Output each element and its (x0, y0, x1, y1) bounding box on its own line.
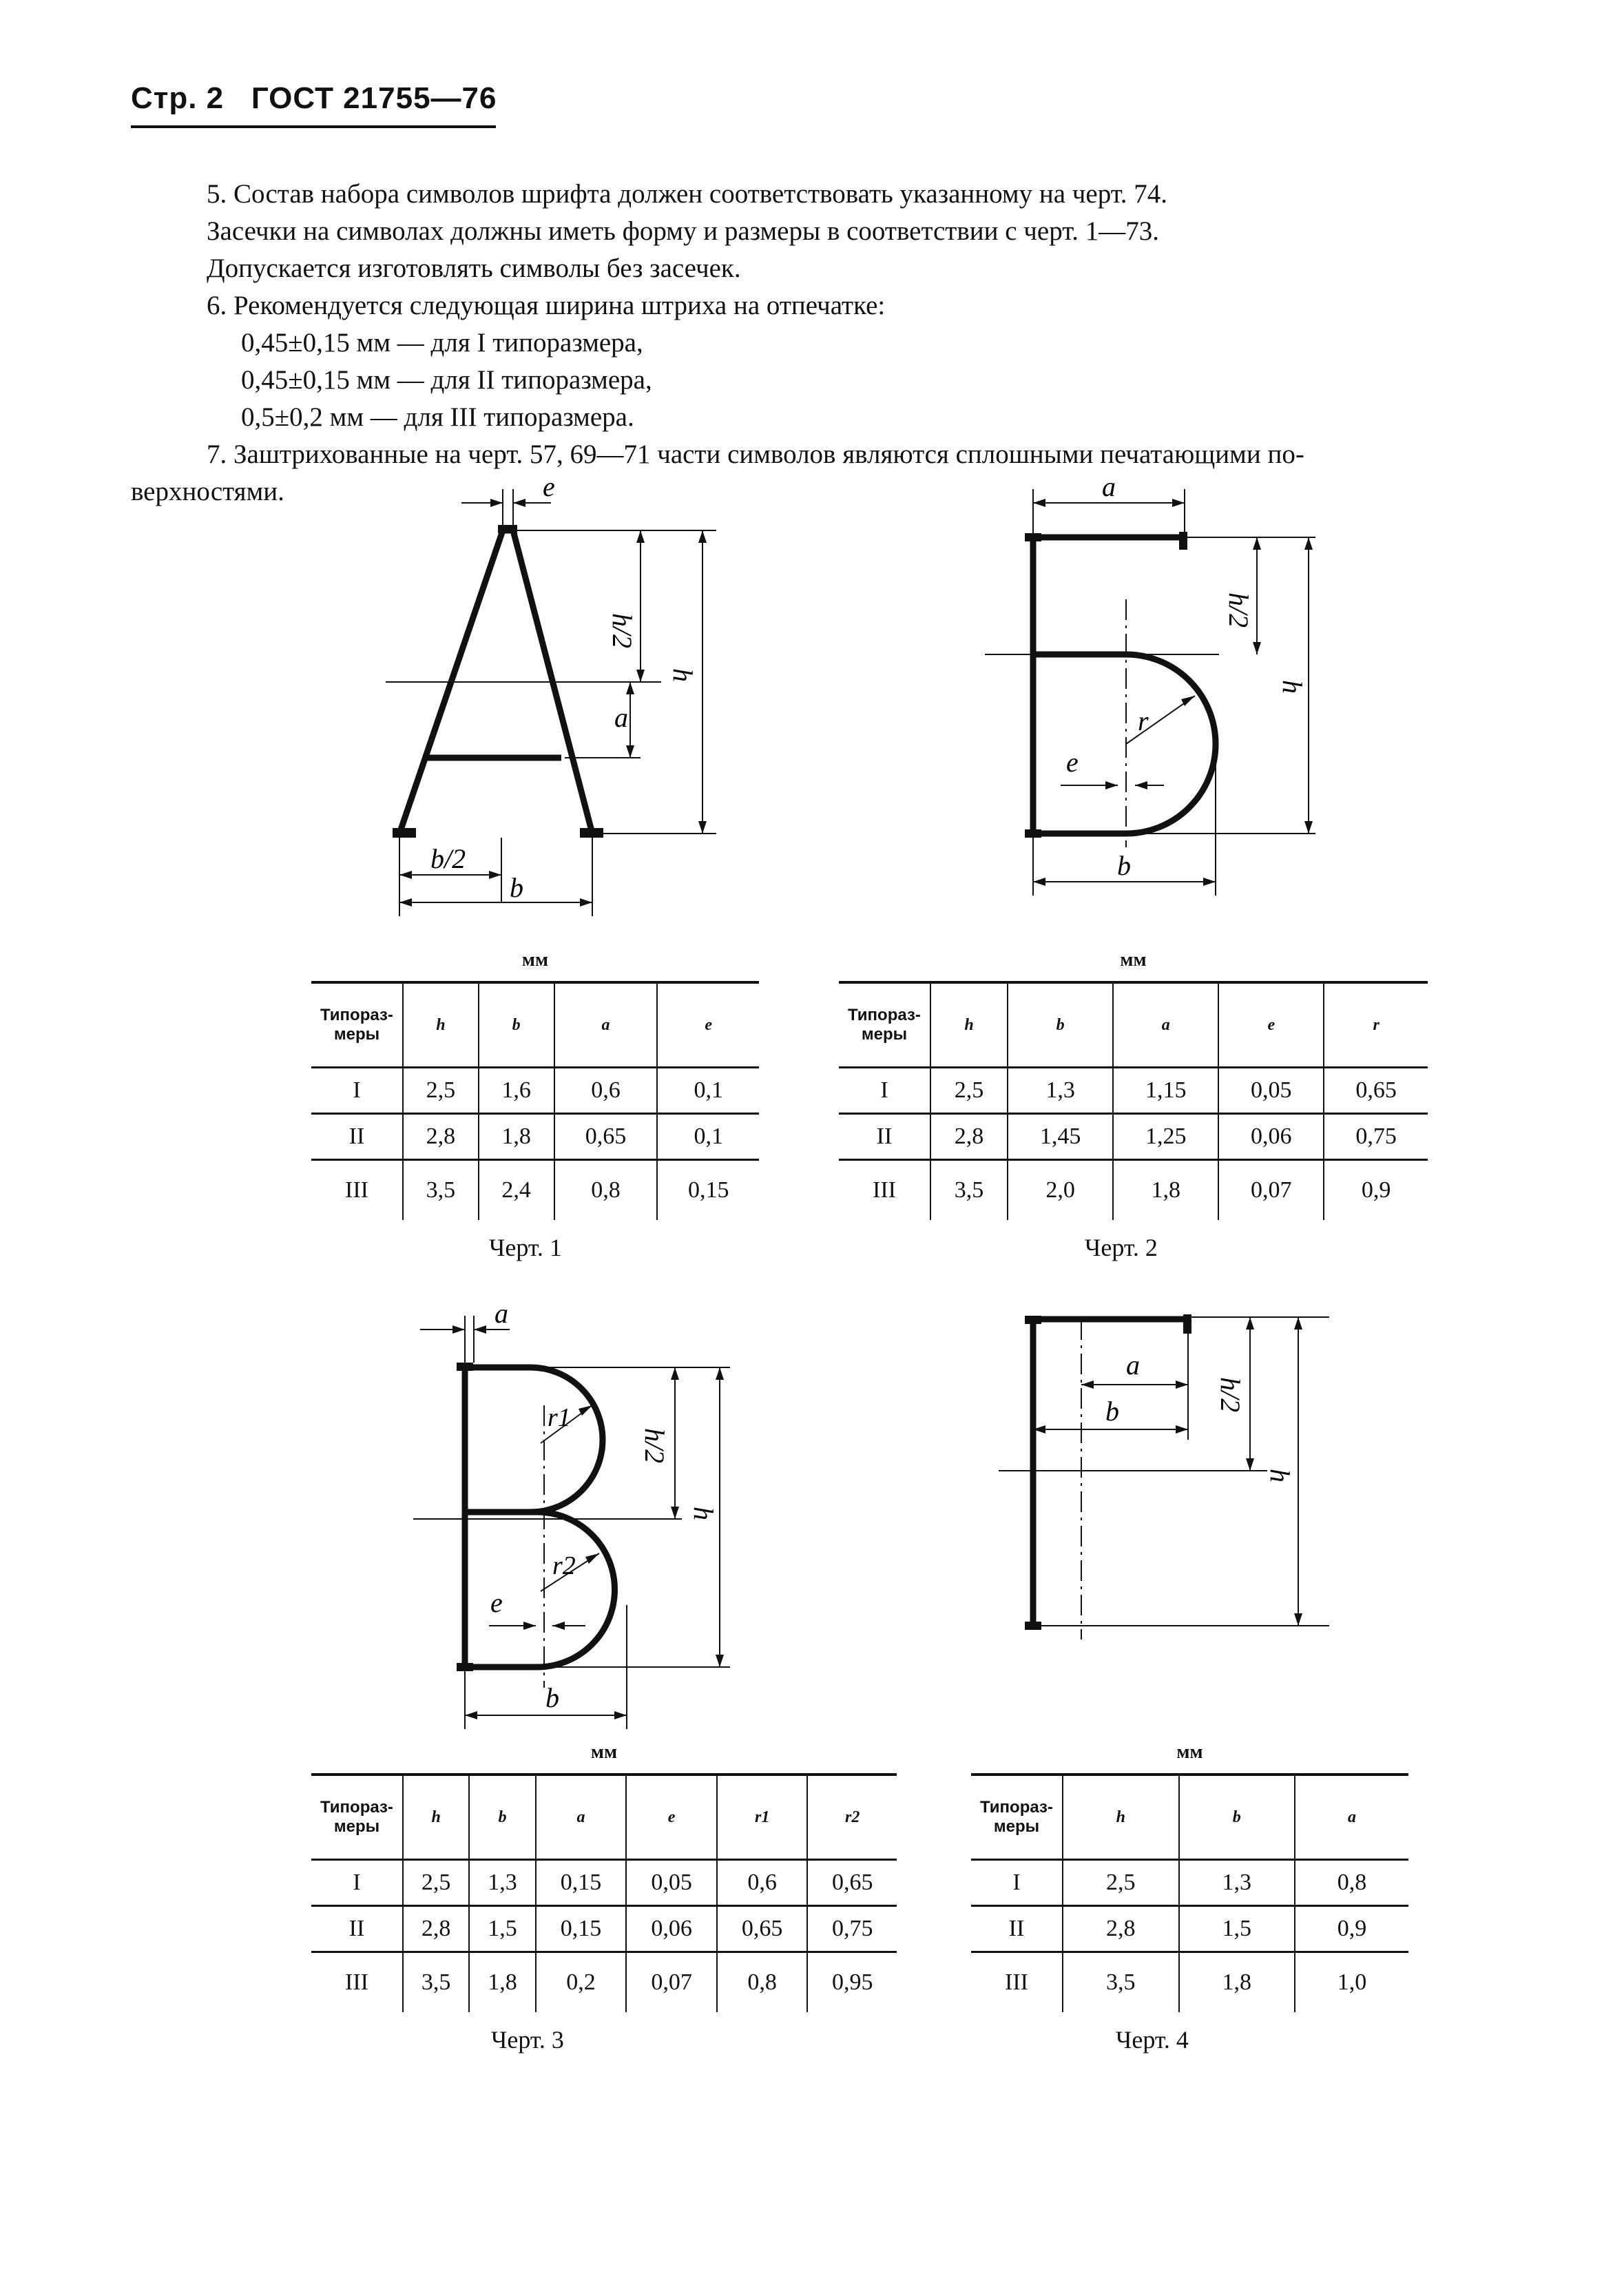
size-class-cell: I (971, 1860, 1063, 1906)
column-header: Типораз- меры (311, 982, 403, 1068)
value-cell: 0,65 (717, 1906, 808, 1952)
table-unit: мм (1120, 949, 1147, 971)
value-cell: 0,65 (807, 1860, 897, 1906)
figure-caption-4: Черт. 4 (1116, 2026, 1189, 2054)
size-class-cell: II (839, 1114, 930, 1160)
table-1 (311, 949, 759, 1220)
paragraph-line: 0,45±0,15 мм — для I типоразмера, (241, 328, 643, 358)
column-header: r (1324, 982, 1428, 1068)
value-cell: 1,5 (469, 1906, 535, 1952)
value-cell: 0,05 (1218, 1068, 1324, 1114)
value-cell: 1,25 (1113, 1114, 1218, 1160)
paragraph-line: 5. Состав набора символов шрифта должен соответствовать указанному на черт. 74. (207, 179, 1168, 209)
table-row (839, 1160, 1428, 1221)
table-unit: мм (590, 1741, 618, 1763)
size-class-cell: III (345, 1177, 368, 1203)
value-cell: 0,15 (657, 1160, 759, 1221)
value-cell: 2,5 (403, 1860, 469, 1906)
column-header: r1 (717, 1775, 808, 1860)
table-row (839, 1114, 1428, 1160)
paragraph-line: 6. Рекомендуется следующая ширина штриха на отпечатке: (207, 291, 886, 320)
dim-label-e: e (490, 1587, 503, 1618)
dim-label-a: a (1102, 475, 1116, 502)
value-cell: 1,8 (1179, 1952, 1295, 2013)
page-header (131, 81, 497, 116)
dim-label-h-half: h/2 (639, 1428, 670, 1464)
dim-label-h-half: h/2 (1215, 1377, 1246, 1413)
value-cell: 2,5 (930, 1068, 1008, 1114)
value-cell: 0,8 (717, 1952, 808, 2013)
column-header: a (536, 1775, 627, 1860)
table-row (311, 1114, 759, 1160)
value-cell: 1,3 (1179, 1860, 1295, 1906)
paragraph-line: верхностями. (131, 477, 284, 506)
dim-label-b-half: b/2 (430, 843, 466, 874)
value-cell: 3,5 (403, 1952, 469, 2013)
column-header: b (479, 982, 554, 1068)
dim-label-e: e (543, 475, 555, 502)
page-label: Стр. 2 (131, 81, 225, 115)
figure-1-letter-a (358, 475, 744, 930)
value-cell: 0,75 (807, 1906, 897, 1952)
dim-label-h: h (688, 1507, 719, 1520)
table-row (971, 1860, 1408, 1906)
value-cell: 0,05 (626, 1860, 717, 1906)
table-unit: мм (521, 949, 549, 971)
table-4 (971, 1741, 1408, 2012)
body-text (131, 176, 1577, 510)
figure-2-letter-be (957, 475, 1343, 902)
value-cell: 0,8 (554, 1160, 658, 1221)
column-header: Типораз- меры (971, 1775, 1063, 1860)
value-cell: 2,5 (403, 1068, 479, 1114)
column-header: r2 (807, 1775, 897, 1860)
value-cell: 0,15 (536, 1860, 627, 1906)
paragraph-line: Засечки на символах должны иметь форму и размеры в соответствии с черт. 1—73. (207, 216, 1160, 246)
dim-label-r1: r1 (548, 1403, 571, 1432)
standard-number: ГОСТ 21755—76 (251, 81, 497, 115)
value-cell: 0,1 (657, 1114, 759, 1160)
value-cell: 3,5 (930, 1160, 1008, 1221)
figure-caption-3: Черт. 3 (491, 2026, 564, 2054)
value-cell: 1,8 (469, 1952, 535, 2013)
value-cell: 3,5 (1063, 1952, 1179, 2013)
size-class-cell: II (971, 1906, 1063, 1952)
value-cell: 2,8 (930, 1114, 1008, 1160)
column-header: h (1063, 1775, 1179, 1860)
dim-label-b: b (545, 1682, 559, 1713)
value-cell: 2,5 (1063, 1860, 1179, 1906)
dim-label-b: b (510, 872, 523, 903)
value-cell: 0,9 (1324, 1160, 1428, 1221)
column-header: a (1113, 982, 1218, 1068)
value-cell: 0,95 (807, 1952, 897, 2013)
dim-label-h-half: h/2 (607, 613, 638, 649)
value-cell: 1,15 (1113, 1068, 1218, 1114)
table-row (311, 1860, 897, 1906)
figure-caption-2: Черт. 2 (1085, 1234, 1158, 1261)
value-cell: 1,3 (1008, 1068, 1113, 1114)
column-header: Типораз- меры (311, 1775, 403, 1860)
size-class-cell: I (839, 1068, 930, 1114)
size-class-cell: I (311, 1068, 403, 1114)
column-header: e (1218, 982, 1324, 1068)
value-cell: 0,06 (626, 1906, 717, 1952)
value-cell: 0,6 (717, 1860, 808, 1906)
table-row (311, 1906, 897, 1952)
paragraph-line: Допускается изготовлять символы без засечек. (207, 254, 741, 283)
value-cell: 2,8 (403, 1906, 469, 1952)
value-cell: 1,5 (1179, 1906, 1295, 1952)
column-header: a (554, 982, 658, 1068)
paragraph-line: 7. Заштрихованные на черт. 57, 69—71 части символов являются сплошными печатающими по- (207, 439, 1304, 469)
value-cell: 3,5 (403, 1160, 479, 1221)
table-2 (839, 949, 1428, 1220)
column-header: Типораз- меры (839, 982, 930, 1068)
column-header: a (1295, 1775, 1408, 1860)
header-rule (131, 125, 496, 128)
figure-caption-1: Черт. 1 (489, 1234, 562, 1261)
value-cell: 0,8 (1295, 1860, 1408, 1906)
dim-label-a: a (1126, 1349, 1140, 1380)
paragraph-line: 0,5±0,2 мм — для III типоразмера. (241, 402, 634, 432)
dim-label-h: h (1277, 680, 1308, 694)
column-header: h (930, 982, 1008, 1068)
value-cell: 2,4 (479, 1160, 554, 1221)
dim-label-b: b (1105, 1396, 1119, 1427)
dim-label-h: h (1264, 1469, 1295, 1482)
figure-4-letter-ge (992, 1302, 1350, 1660)
table-header-row (971, 1775, 1408, 1860)
figure-3-letter-ve (393, 1302, 751, 1743)
dim-label-r2: r2 (552, 1551, 576, 1580)
dim-label-h-half: h/2 (1223, 592, 1254, 628)
paragraph-line: 0,45±0,15 мм — для II типоразмера, (241, 365, 652, 395)
value-cell: 0,15 (536, 1906, 627, 1952)
table-row (839, 1068, 1428, 1114)
dim-label-a: a (495, 1302, 508, 1329)
size-class-cell: I (311, 1860, 403, 1906)
value-cell: 2,8 (403, 1114, 479, 1160)
value-cell: 0,07 (1218, 1160, 1324, 1221)
value-cell: 1,8 (1113, 1160, 1218, 1221)
value-cell: 1,3 (469, 1860, 535, 1906)
value-cell: 1,0 (1295, 1952, 1408, 2013)
value-cell: 1,45 (1008, 1114, 1113, 1160)
size-class-cell: II (311, 1906, 403, 1952)
table-header-row (311, 982, 759, 1068)
value-cell: 0,9 (1295, 1906, 1408, 1952)
table-row (311, 1068, 759, 1114)
value-cell: 0,75 (1324, 1114, 1428, 1160)
column-header: h (403, 1775, 469, 1860)
column-header: b (1008, 982, 1113, 1068)
value-cell: 0,6 (554, 1068, 658, 1114)
value-cell: 0,65 (1324, 1068, 1428, 1114)
value-cell: 2,0 (1008, 1160, 1113, 1221)
column-header: b (1179, 1775, 1295, 1860)
value-cell: 0,1 (657, 1068, 759, 1114)
column-header: b (469, 1775, 535, 1860)
value-cell: 1,8 (479, 1114, 554, 1160)
size-class-cell: III (873, 1177, 896, 1203)
column-header: e (626, 1775, 717, 1860)
table-row (971, 1952, 1408, 2013)
table-row (311, 1952, 897, 2013)
size-class-cell: III (345, 1969, 368, 1995)
value-cell: 0,07 (626, 1952, 717, 2013)
dim-label-r: r (1138, 705, 1149, 736)
column-header: e (657, 982, 759, 1068)
dim-label-h: h (667, 668, 698, 682)
table-3 (311, 1741, 897, 2012)
value-cell: 0,06 (1218, 1114, 1324, 1160)
value-cell: 2,8 (1063, 1906, 1179, 1952)
value-cell: 1,6 (479, 1068, 554, 1114)
size-class-cell: II (311, 1114, 403, 1160)
dim-label-e: e (1066, 747, 1079, 778)
column-header: h (403, 982, 479, 1068)
table-header-row (839, 982, 1428, 1068)
value-cell: 0,2 (536, 1952, 627, 2013)
dim-label-a: a (614, 702, 628, 733)
table-row (311, 1160, 759, 1221)
size-class-cell: III (1005, 1969, 1028, 1995)
value-cell: 0,65 (554, 1114, 658, 1160)
table-unit: мм (1176, 1741, 1203, 1763)
table-row (971, 1906, 1408, 1952)
dim-label-b: b (1117, 850, 1131, 881)
table-header-row (311, 1775, 897, 1860)
